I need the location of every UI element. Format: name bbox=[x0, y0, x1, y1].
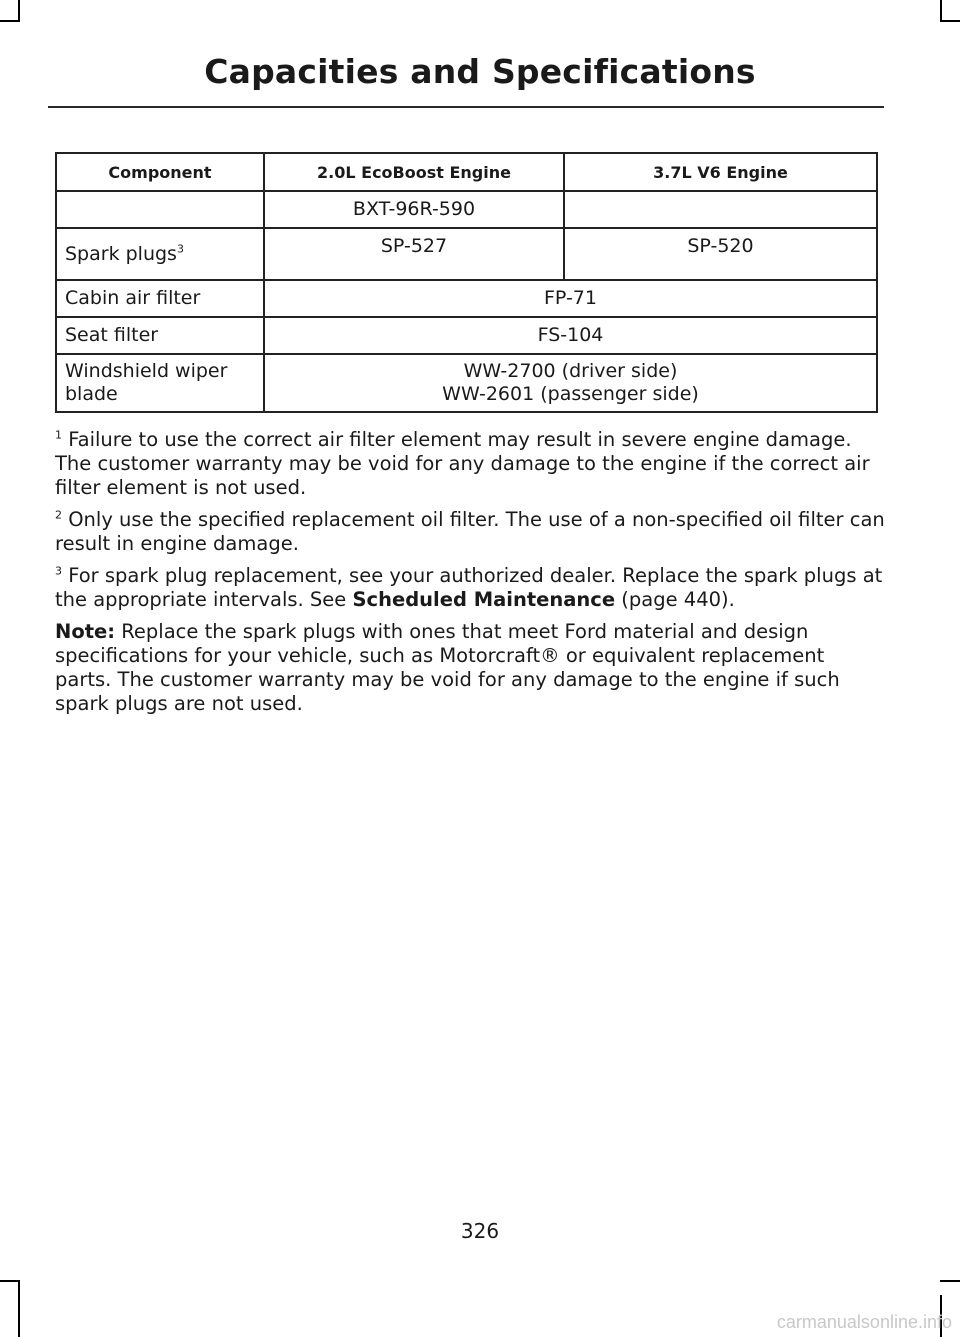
footnote-text: Failure to use the correct air filter element may result in severe engine damage. The customer warranty may be void for any damage to the engine if the correct air filter element is not used. bbox=[55, 428, 870, 499]
table-row bbox=[56, 280, 877, 317]
crop-mark bbox=[18, 0, 20, 22]
header-component: Component bbox=[56, 153, 264, 191]
cell-text: Spark plugs bbox=[65, 242, 177, 265]
footnote-text: Only use the specified replacement oil filter. The use of a non-specified oil filter can result in engine damage. bbox=[55, 508, 885, 555]
cell-line: WW-2700 (driver side) bbox=[463, 360, 678, 382]
watermark: carmanualsonline.info bbox=[776, 1312, 952, 1332]
table-row bbox=[56, 191, 877, 228]
crop-mark bbox=[940, 20, 960, 22]
table-cell bbox=[56, 354, 264, 412]
table-cell: SP-527 bbox=[264, 228, 564, 280]
footnote-text: For spark plug replacement, see your authorized dealer. Replace the spark plugs at the appropriate intervals. See bbox=[55, 564, 883, 611]
scheduled-maintenance-link[interactable]: Scheduled Maintenance bbox=[352, 588, 616, 611]
title-rule bbox=[48, 106, 884, 108]
crop-mark bbox=[940, 1280, 960, 1282]
footnote-mark: 1 bbox=[55, 428, 62, 442]
table-row bbox=[56, 354, 877, 412]
notes-section bbox=[55, 428, 885, 726]
table-cell bbox=[56, 191, 264, 228]
table-cell bbox=[564, 191, 877, 228]
crop-mark bbox=[18, 1280, 20, 1337]
note-text: Replace the spark plugs with ones that meet Ford material and design specifications for your vehicle, such as Motorcraft® or equivalent replacement parts. The customer warranty may be void for any damage to the engine if such spark plugs are not used. bbox=[55, 620, 840, 715]
table-cell: FS-104 bbox=[264, 317, 877, 354]
cell-line: blade bbox=[65, 383, 118, 405]
table-cell bbox=[264, 354, 877, 412]
note-paragraph bbox=[55, 620, 885, 716]
footnote-2 bbox=[55, 508, 885, 556]
table-row bbox=[56, 317, 877, 354]
page-title: Capacities and Specifications bbox=[204, 52, 756, 91]
note-label: Note: bbox=[55, 620, 116, 643]
crop-mark bbox=[0, 20, 20, 22]
header-v6: 3.7L V6 Engine bbox=[564, 153, 877, 191]
footnote-1 bbox=[55, 428, 885, 500]
crop-mark bbox=[940, 0, 942, 22]
cell-line: WW-2601 (passenger side) bbox=[442, 383, 699, 405]
crop-mark bbox=[0, 1280, 20, 1282]
cell-line: Windshield wiper bbox=[65, 360, 228, 382]
header-ecoboost: 2.0L EcoBoost Engine bbox=[264, 153, 564, 191]
table-cell: BXT-96R-590 bbox=[264, 191, 564, 228]
table-cell: SP-520 bbox=[564, 228, 877, 280]
page-number: 326 bbox=[460, 1219, 500, 1243]
table-row bbox=[56, 228, 877, 280]
footnote-text: (page 440). bbox=[615, 588, 735, 611]
footnote-mark: 2 bbox=[55, 508, 62, 522]
spec-table bbox=[55, 152, 878, 413]
footnote-3 bbox=[55, 564, 885, 612]
table-header-row bbox=[56, 153, 877, 191]
table-cell: FP-71 bbox=[264, 280, 877, 317]
table-cell: Cabin air filter bbox=[56, 280, 264, 317]
footnote-ref: 3 bbox=[176, 242, 184, 256]
table-cell bbox=[56, 228, 264, 280]
footnote-mark: 3 bbox=[55, 564, 62, 578]
table-cell: Seat filter bbox=[56, 317, 264, 354]
